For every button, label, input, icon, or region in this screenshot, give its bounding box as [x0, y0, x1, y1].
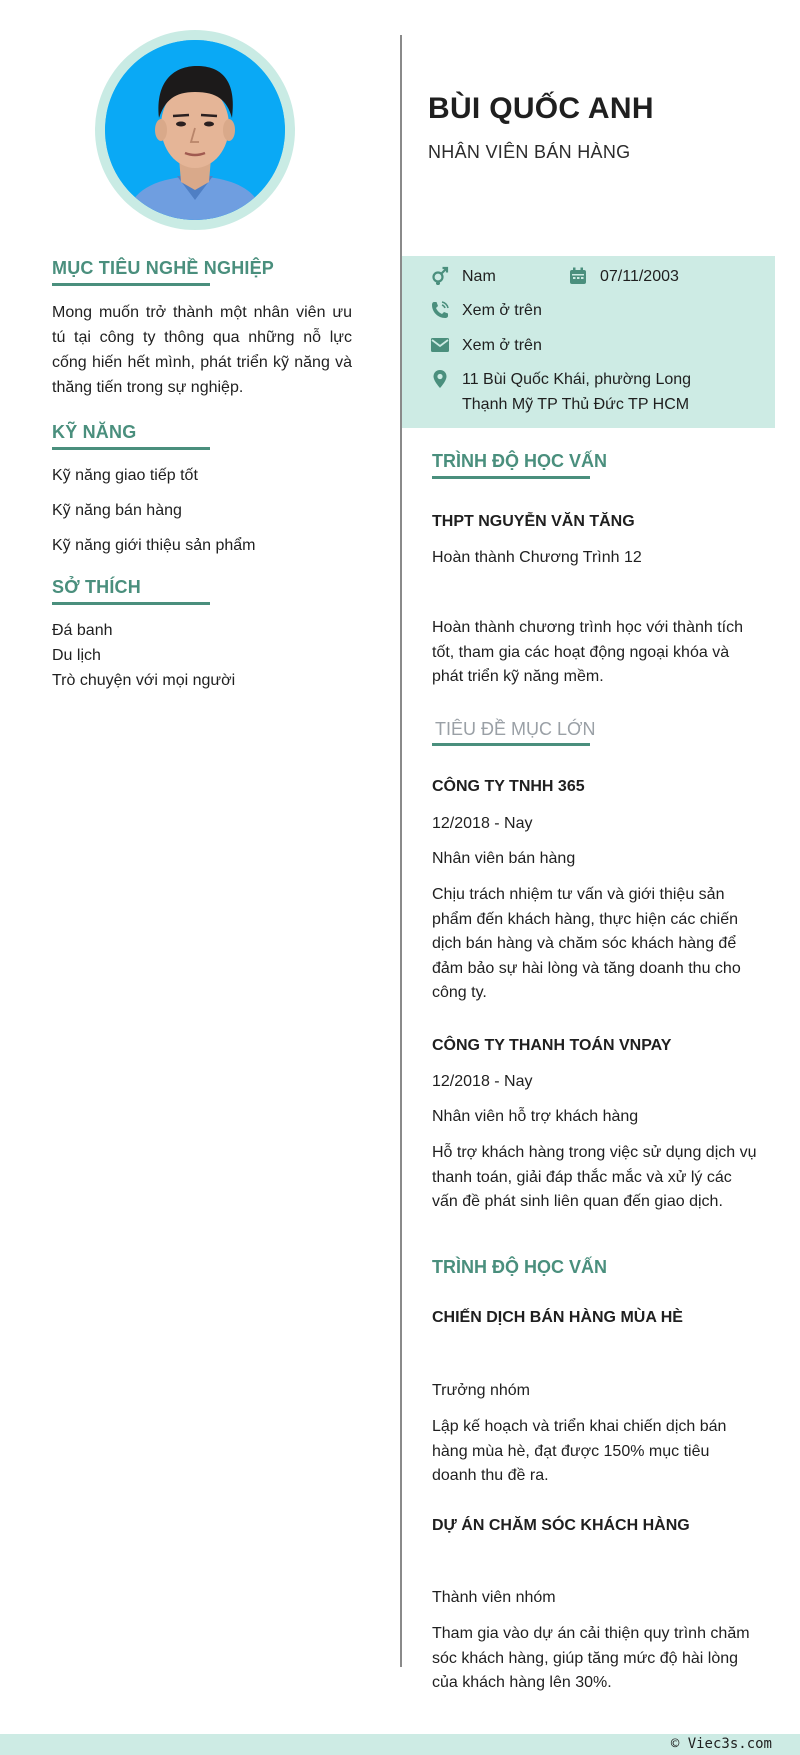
- phone-value[interactable]: Xem ở trên: [462, 302, 542, 319]
- project-role: Trưởng nhóm: [432, 1382, 530, 1399]
- job-period: 12/2018 - Nay: [432, 815, 533, 832]
- hobbies-heading: SỞ THÍCH: [52, 577, 141, 597]
- project-name: CHIẾN DỊCH BÁN HÀNG MÙA HÈ: [432, 1309, 683, 1326]
- school-name: THPT NGUYỄN VĂN TĂNG: [432, 513, 635, 530]
- address-line-2: Thạnh Mỹ TP Thủ Đức TP HCM: [462, 396, 690, 413]
- skill-item: Kỹ năng giới thiệu sản phẩm: [52, 537, 256, 554]
- email-icon: [430, 335, 450, 355]
- full-name: BÙI QUỐC ANH: [428, 92, 654, 125]
- experience-heading: TIÊU ĐỀ MỤC LỚN: [435, 719, 596, 739]
- project-name: DỰ ÁN CHĂM SÓC KHÁCH HÀNG: [432, 1517, 690, 1534]
- skill-item: Kỹ năng bán hàng: [52, 502, 182, 519]
- objective-heading: MỤC TIÊU NGHỀ NGHIỆP: [52, 258, 275, 278]
- objective-underline: [52, 283, 210, 286]
- hobby-item: Đá banh: [52, 622, 113, 639]
- job-description: Hỗ trợ khách hàng trong việc sử dụng dịch vụ thanh toán, giải đáp thắc mắc và xử lý các vấn đề phát sinh liên quan đến giao dịch.: [432, 1144, 757, 1210]
- portrait-photo-icon: [105, 40, 285, 220]
- hobby-item: Du lịch: [52, 647, 101, 664]
- hobbies-underline: [52, 602, 210, 605]
- job-period: 12/2018 - Nay: [432, 1073, 533, 1090]
- experience-underline: [432, 743, 590, 746]
- education-description: Hoàn thành chương trình học với thành tích tốt, tham gia các hoạt động ngoại khóa và phát triển kỹ năng mềm.: [432, 619, 743, 685]
- skill-item: Kỹ năng giao tiếp tốt: [52, 467, 198, 484]
- footer-copyright: © Viec3s.com: [670, 1736, 772, 1752]
- location-pin-icon: [430, 369, 450, 389]
- hobby-item: Trò chuyện với mọi người: [52, 672, 236, 689]
- email-value[interactable]: Xem ở trên: [462, 337, 542, 354]
- job-company: CÔNG TY TNHH 365: [432, 778, 585, 795]
- avatar: [105, 40, 285, 220]
- gender-value: Nam: [462, 268, 496, 285]
- job-position: Nhân viên hỗ trợ khách hàng: [432, 1108, 639, 1125]
- project-description: Lập kế hoạch và triển khai chiến dịch bán hàng mùa hè, đạt được 150% mục tiêu doanh thu đề ra.: [432, 1418, 727, 1484]
- skills-heading: KỸ NĂNG: [52, 422, 137, 442]
- education-status: Hoàn thành Chương Trình 12: [432, 549, 642, 566]
- calendar-icon: [568, 266, 588, 286]
- job-company: CÔNG TY THANH TOÁN VNPAY: [432, 1037, 672, 1054]
- dob-value: 07/11/2003: [600, 268, 679, 285]
- contact-panel: [402, 256, 775, 428]
- skills-underline: [52, 447, 210, 450]
- job-title: NHÂN VIÊN BÁN HÀNG: [428, 142, 631, 162]
- education-heading: TRÌNH ĐỘ HỌC VẤN: [432, 451, 607, 471]
- gender-icon: [430, 266, 450, 286]
- phone-icon: [430, 300, 450, 320]
- objective-text: Mong muốn trở thành một nhân viên ưu tú tại công ty thông qua những nỗ lực cống hiến hết mình, phát triển kỹ năng và thăng tiến trong sự nghiệp.: [52, 304, 352, 396]
- project-description: Tham gia vào dự án cải thiện quy trình chăm sóc khách hàng, giúp tăng mức độ hài lòng của khách hàng lên 30%.: [432, 1625, 750, 1691]
- project-role: Thành viên nhóm: [432, 1589, 556, 1606]
- job-description: Chịu trách nhiệm tư vấn và giới thiệu sản phẩm đến khách hàng, thực hiện các chiến dịch bán hàng và chăm sóc khách hàng để đảm bảo sự hài lòng và tăng doanh thu cho công ty.: [432, 886, 741, 1001]
- address-line-1: 11 Bùi Quốc Khái, phường Long: [462, 371, 692, 388]
- job-position: Nhân viên bán hàng: [432, 850, 576, 867]
- footer-bar: [0, 1734, 800, 1755]
- avatar-frame: [95, 30, 295, 230]
- education-underline: [432, 476, 590, 479]
- projects-heading: TRÌNH ĐỘ HỌC VẤN: [432, 1257, 607, 1277]
